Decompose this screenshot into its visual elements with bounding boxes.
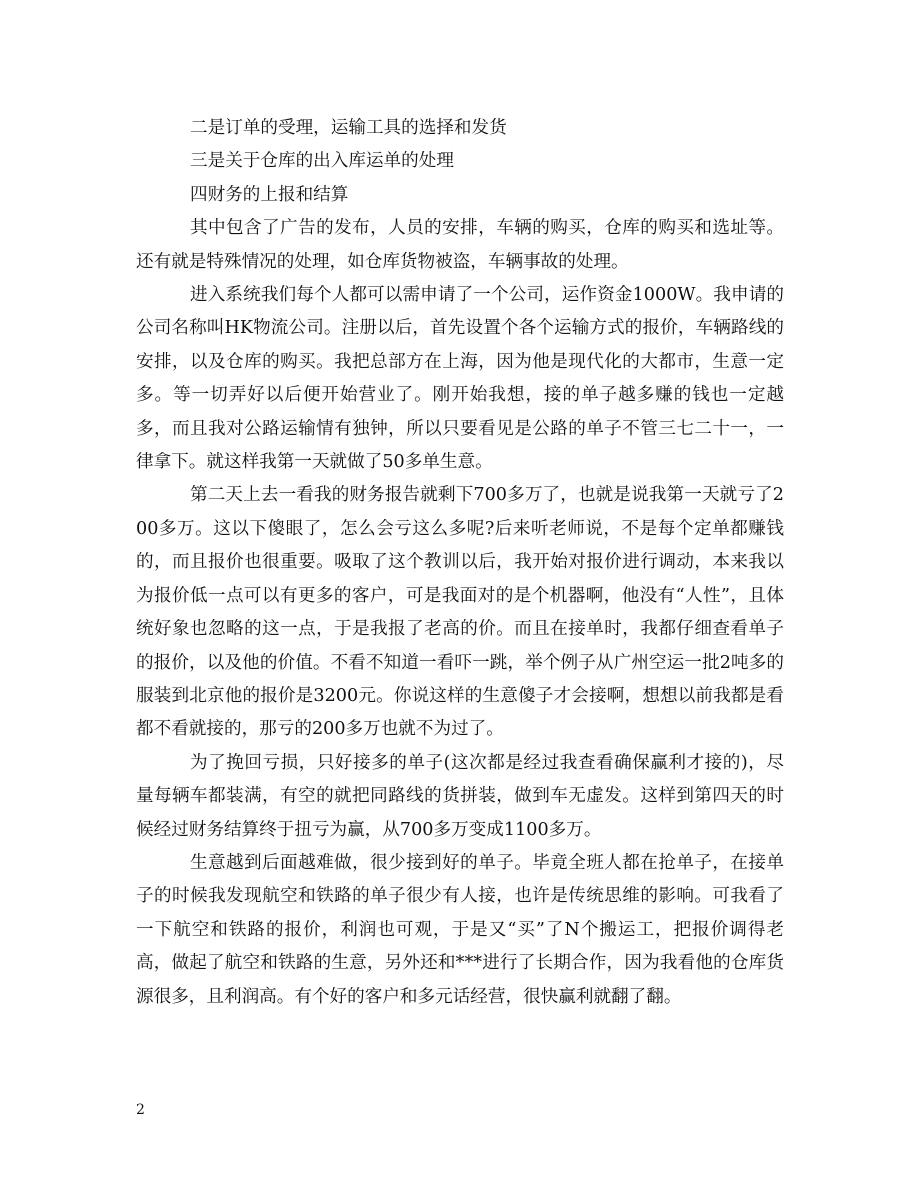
paragraph-loss: 第二天上去一看我的财务报告就剩下700多万了，也就是说我第一天就亏了200多万。这以下傻眼了，怎么会亏这么多呢?后来听老师说，不是每个定单都赚钱的，而且报价也很重要。吸取了这个教训以后，我开始对报价进行调动，本来我以为报价低一点可以有更多的客户，可是我面对的是个机器啊，他没有“人性”，且体统好象也忽略的这一点，于是我报了老高的价。而且在接单时，我都仔细查看单子的报价，以及他的价值。不看不知道一看吓一跳，举个例子从广州空运一批2吨多的服装到北京他的报价是3200元。你说这样的生意傻子才会接啊，想想以前我都是看都不看就接的，那亏的200多万也就不为过了。 <box>136 485 784 740</box>
list-line-finance: 四财务的上报和结算 <box>190 184 349 205</box>
paragraph-diversification: 生意越到后面越难做，很少接到好的单子。毕竟全班人都在抢单子，在接单子的时候我发现航空和铁路的单子很少有人接，也许是传统思维的影响。可我看了一下航空和铁路的报价，利润也可观，于是又“买”了N个搬运工，把报价调得老高，做起了航空和铁路的生意，另外还和***进行了长期合作，因为我看他的仓库货源很多，且利润高。有个好的客户和多元话经营，很快赢利就翻了翻。 <box>136 852 784 1007</box>
paragraph-contents: 其中包含了广告的发布，人员的安排，车辆的购买，仓库的购买和选址等。还有就是特殊情况的处理，如仓库货物被盗，车辆事故的处理。 <box>136 218 784 272</box>
list-line-warehouse: 三是关于仓库的出入库运单的处理 <box>190 151 454 172</box>
page-number: 2 <box>136 1102 145 1118</box>
document-body <box>136 112 784 1014</box>
list-line-order-handling: 二是订单的受理，运输工具的选择和发货 <box>190 118 507 138</box>
paragraph-recovery: 为了挽回亏损，只好接多的单子(这次都是经过我查看确保赢利才接的)，尽量每辆车都装满，有空的就把同路线的货拼装，做到车无虚发。这样到第四天的时候经过财务结算终于扭亏为赢，从700多万变成1100多万。 <box>136 752 784 840</box>
paragraph-company-setup: 进入系统我们每个人都可以需申请了一个公司，运作资金1000W。我申请的公司名称叫HK物流公司。注册以后，首先设置个各个运输方式的报价，车辆路线的安排，以及仓库的购买。我把总部方在上海，因为他是现代化的大都市，生意一定多。等一切弄好以后便开始营业了。刚开始我想，接的单子越多赚的钱也一定越多，而且我对公路运输情有独钟，所以只要看见是公路的单子不管三七二十一，一律拿下。就这样我第一天就做了50多单生意。 <box>136 285 784 473</box>
